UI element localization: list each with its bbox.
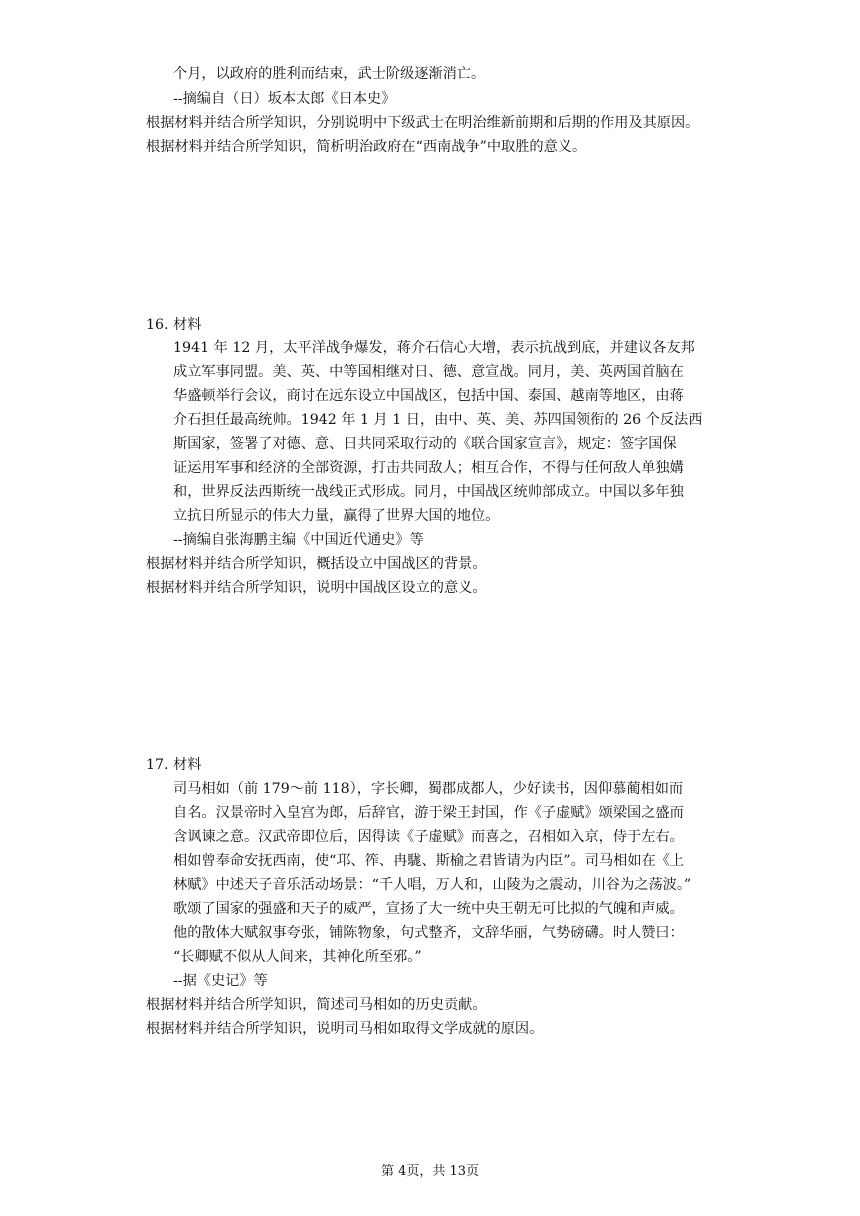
q16-material-line: 立抗日所显示的伟大力量，赢得了世界大国的地位。 [173, 508, 500, 524]
q16-material-line: 1941 年 12 月，太平洋战争爆发，蒋介石信心大增，表示抗战到底，并建议各友邦 [173, 340, 695, 356]
q17-question-1: 根据材料并结合所学知识，简述司马相如的历史贡献。 [146, 997, 487, 1013]
q16-label: 材料 [173, 317, 202, 333]
q17-material-line: 含讽谏之意。汉武帝即位后，因得读《子虚赋》而喜之，召相如入京，侍于左右。 [173, 829, 684, 845]
page-number: 第 4页，共 13页 [380, 1164, 480, 1179]
q17-material-line: 司马相如（前 179～前 118），字长卿，蜀郡成都人，少好读书，因仰慕蔺相如而 [173, 781, 684, 797]
q17-material-line: 林赋》中述天子音乐活动场景：“千人唱，万人和，山陵为之震动，川谷为之荡波。” [173, 877, 692, 893]
q16-material-line: 证运用军事和经济的全部资源，打击共同敌人；相互合作，不得与任何敌人单独媾 [173, 460, 684, 476]
q15-source: --摘编自（日）坂本太郎《日本史》 [173, 91, 396, 107]
q15-question-2: 根据材料并结合所学知识，简析明治政府在“西南战争”中取胜的意义。 [146, 139, 587, 155]
q17-material-line: 歌颂了国家的强盛和天子的威严，宣扬了大一统中央王朝无可比拟的气魄和声威。 [173, 901, 684, 917]
q16-material-line: 和，世界反法西斯统一战线正式形成。同月，中国战区统帅部成立。中国以多年独 [173, 484, 684, 500]
q16-question-2: 根据材料并结合所学知识，说明中国战区设立的意义。 [146, 580, 487, 596]
q16-number: 16. [146, 317, 169, 333]
q16-material-line: 华盛顿举行会议，商讨在远东设立中国战区，包括中国、泰国、越南等地区，由蒋 [173, 388, 684, 404]
q15-material-line: 个月，以政府的胜利而结束，武士阶级逐渐消亡。 [173, 66, 486, 82]
q17-label: 材料 [173, 757, 202, 773]
q17-material-line: 相如曾奉命安抚西南，使“邛、筰、冉駹、斯榆之君皆请为内臣”。司马相如在《上 [173, 853, 685, 869]
q16-material-line: 斯国家，签署了对德、意、日共同采取行动的《联合国家宣言》，规定：签字国保 [173, 436, 677, 452]
q17-material-line: 他的散体大赋叙事夸张，铺陈物象，句式整齐，文辞华丽，气势磅礴。时人赞曰： [173, 925, 684, 941]
q17-source: --据《史记》等 [173, 973, 268, 989]
q16-question-1: 根据材料并结合所学知识，概括设立中国战区的背景。 [146, 556, 487, 572]
q16-source: --摘编自张海鹏主编《中国近代通史》等 [173, 532, 424, 548]
q16-material-line: 介石担任最高统帅。1942 年 1 月 1 日，由中、英、美、苏四国领衔的 26 个反法西 [173, 412, 703, 428]
q17-number: 17. [146, 757, 169, 773]
q17-material-line: 自名。汉景帝时入皇宫为郎，后辞官，游于梁王封国，作《子虚赋》颂梁国之盛而 [173, 805, 684, 821]
q17-question-2: 根据材料并结合所学知识，说明司马相如取得文学成就的原因。 [146, 1021, 544, 1037]
q16-material-line: 成立军事同盟。美、英、中等国相继对日、德、意宣战。同月，美、英两国首脑在 [173, 364, 684, 380]
q15-question-1: 根据材料并结合所学知识，分别说明中下级武士在明治维新前期和后期的作用及其原因。 [146, 115, 700, 131]
q17-material-line: “长卿赋不似从人间来，其神化所至邪。” [173, 949, 422, 965]
